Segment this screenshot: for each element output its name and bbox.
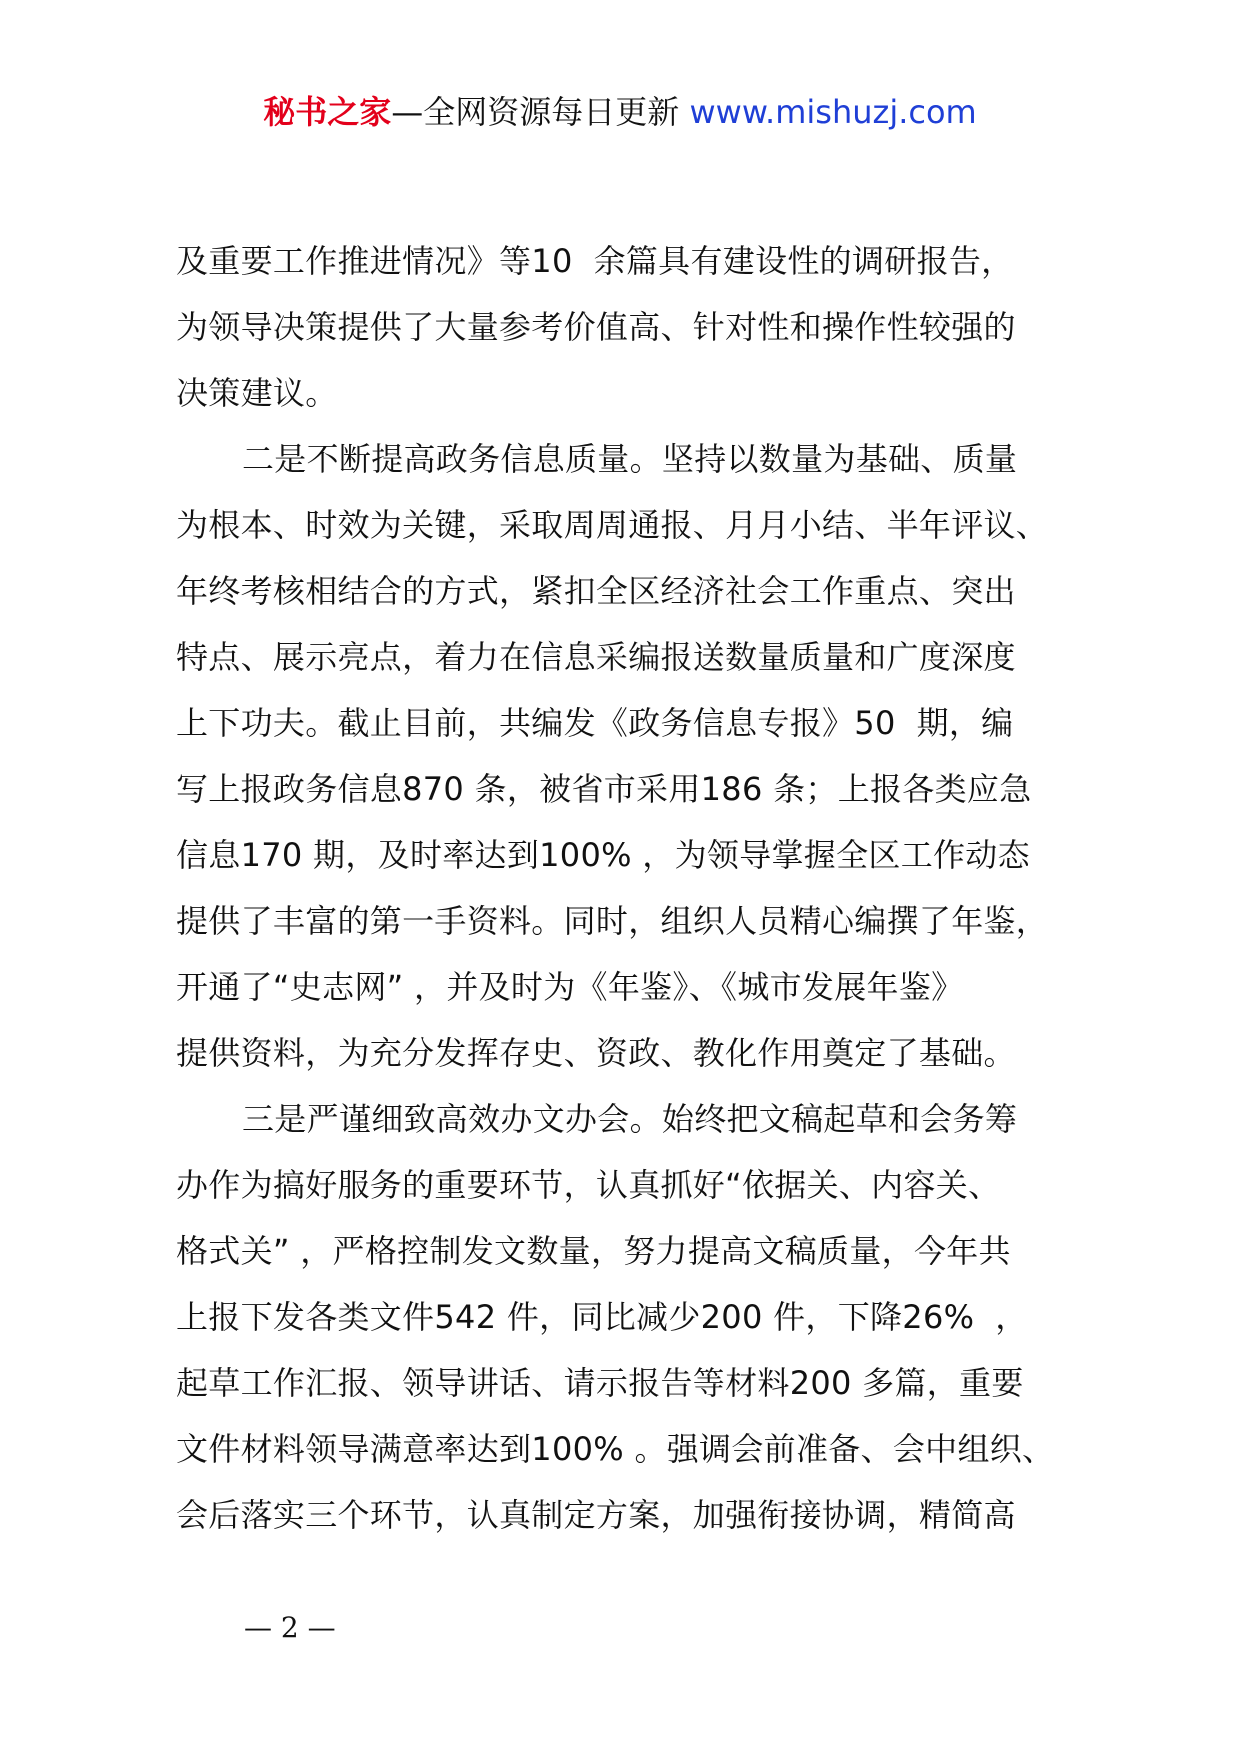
text-line: 会后落实三个环节，认真制定方案，加强衔接协调，精简高 (176, 1496, 1016, 1534)
text-line: 上下功夫。截止目前，共编发《政务信息专报》50 期，编 (176, 704, 1014, 742)
text-line: 特点、展示亮点，着力在信息采编报送数量质量和广度深度 (176, 638, 1016, 676)
paragraph-start-line: 三是严谨细致高效办文办会。始终把文稿起草和会务筹 (242, 1100, 1018, 1138)
text-line: 为领导决策提供了大量参考价值高、针对性和操作性较强的 (176, 308, 1016, 346)
text-line: 及重要工作推进情况》等10 余篇具有建设性的调研报告， (176, 242, 1014, 280)
site-header (0, 92, 1240, 132)
header-tagline: —全网资源每日更新 (391, 93, 690, 131)
text-line: 文件材料领导满意率达到100% 。强调会前准备、会中组织、 (176, 1430, 1055, 1468)
text-line: 上报下发各类文件542 件，同比减少200 件，下降26% ， (176, 1298, 1028, 1336)
text-line: 开通了“史志网” ，并及时为《年鉴》、《城市发展年鉴》 (176, 968, 964, 1006)
text-line: 提供了丰富的第一手资料。同时，组织人员精心编撰了年鉴， (176, 902, 1049, 940)
page-number: — 2 — (244, 1611, 336, 1644)
text-line: 年终考核相结合的方式，紧扣全区经济社会工作重点、突出 (176, 572, 1016, 610)
brand-name: 秘书之家 (263, 93, 392, 131)
text-line: 决策建议。 (176, 374, 338, 412)
text-line: 写上报政务信息870 条，被省市采用186 条；上报各类应急 (176, 770, 1032, 808)
site-url-link[interactable]: www.mishuzj.com (689, 93, 977, 131)
text-line: 办作为搞好服务的重要环节，认真抓好“依据关、内容关、 (176, 1166, 1001, 1204)
paragraph-start-line: 二是不断提高政务信息质量。坚持以数量为基础、质量 (242, 440, 1018, 478)
text-line: 格式关” ，严格控制发文数量，努力提高文稿质量，今年共 (176, 1232, 1011, 1270)
text-line: 为根本、时效为关键，采取周周通报、月月小结、半年评议、 (176, 506, 1049, 544)
document-body (176, 228, 1096, 1548)
text-line: 提供资料，为充分发挥存史、资政、教化作用奠定了基础。 (176, 1034, 1016, 1072)
text-line: 起草工作汇报、领导讲话、请示报告等材料200 多篇，重要 (176, 1364, 1024, 1402)
text-line: 信息170 期，及时率达到100% ，为领导掌握全区工作动态 (176, 836, 1030, 874)
